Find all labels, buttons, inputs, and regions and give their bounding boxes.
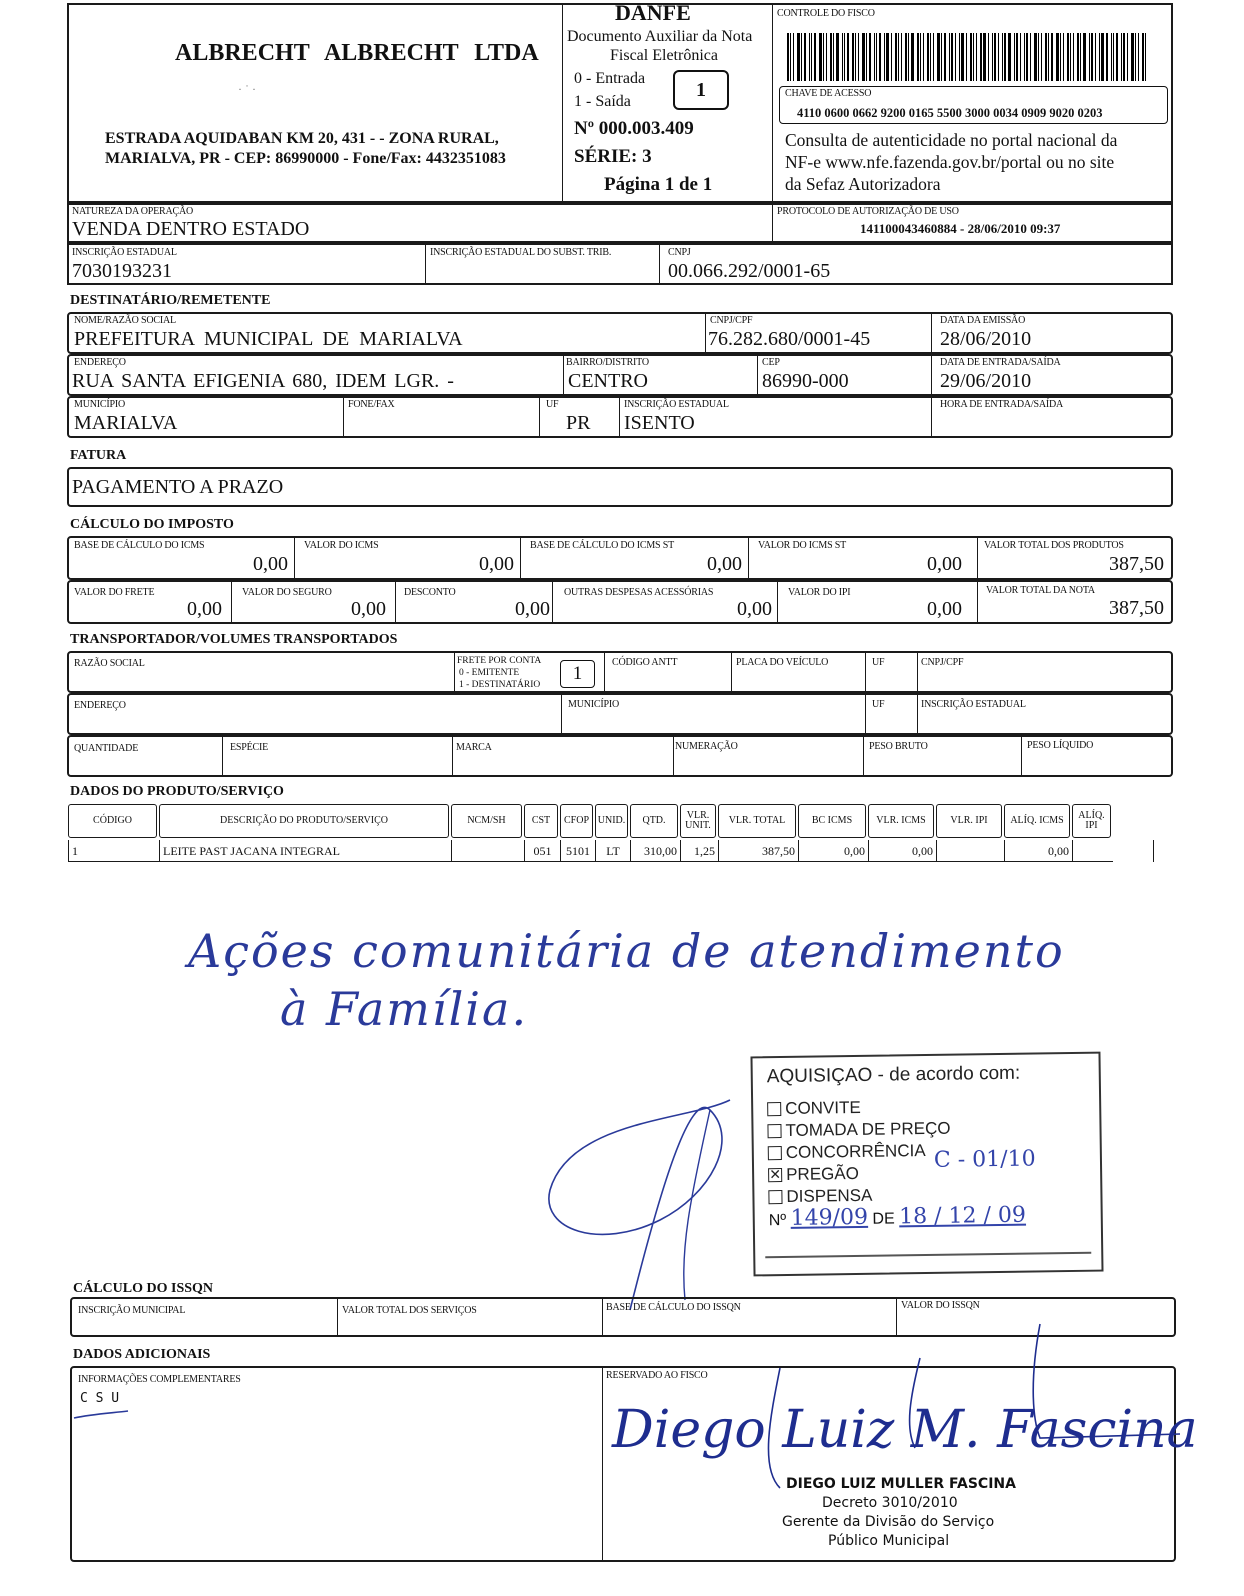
stamp-option-label: CONVITE	[785, 1097, 861, 1118]
stamp-option-label: TOMADA DE PREÇO	[785, 1118, 951, 1140]
product-cell	[68, 840, 159, 862]
product-cell-value: 0,00	[912, 844, 933, 858]
stamp-option	[768, 1162, 951, 1187]
seguro-label: VALOR DO SEGURO	[242, 587, 332, 598]
product-header-cell	[595, 804, 628, 838]
info-complementares-value: C S U	[80, 1391, 120, 1406]
transp-uf2-label: UF	[872, 699, 885, 710]
product-header-cell	[798, 804, 866, 838]
peso-liquido-label: PESO LÍQUIDO	[1027, 740, 1094, 751]
transportador-title: TRANSPORTADOR/VOLUMES TRANSPORTADOS	[70, 632, 398, 647]
checkbox-icon	[768, 1146, 782, 1160]
checkbox-icon	[768, 1190, 782, 1204]
product-cell-value: 051	[533, 844, 552, 858]
frete-opt-0: 0 - EMITENTE	[459, 668, 520, 678]
consulta-line-1: Consulta de autenticidade no portal nacional da	[785, 130, 1118, 150]
product-header-label: NCM/SH	[467, 815, 506, 826]
stamp-date-value: 18 / 12 / 09	[898, 1202, 1027, 1230]
stamp-option	[768, 1140, 951, 1165]
danfe-serie: SÉRIE: 3	[574, 146, 652, 167]
product-cell	[798, 840, 868, 862]
dest-uf-value: PR	[566, 412, 591, 434]
product-cell-value: 0,00	[1048, 844, 1069, 858]
product-cell	[595, 840, 630, 862]
dest-cep-value: 86990-000	[762, 370, 849, 392]
info-complementares-label: INFORMAÇÕES COMPLEMENTARES	[78, 1374, 241, 1385]
issqn-bc-label: BASE DE CÁLCULO DO ISSQN	[606, 1302, 741, 1313]
consulta-line-3: da Sefaz Autorizadora	[785, 174, 941, 194]
ipi-label: VALOR DO IPI	[788, 587, 851, 598]
dest-emissao-value: 28/06/2010	[940, 328, 1032, 350]
bc-icms-value: 0,00	[253, 553, 288, 575]
issqn-total-label: VALOR TOTAL DOS SERVIÇOS	[342, 1305, 477, 1316]
danfe-page: Página 1 de 1	[604, 174, 713, 195]
issqn-im-label: INSCRIÇÃO MUNICIPAL	[78, 1305, 186, 1316]
fatura-title: FATURA	[70, 448, 127, 463]
frete-label: VALOR DO FRETE	[74, 587, 155, 598]
product-cell-value: 387,50	[762, 844, 795, 858]
dest-cnpj-value: 76.282.680/0001-45	[708, 328, 871, 350]
marca-label: MARCA	[456, 742, 492, 753]
stamp-options	[767, 1096, 952, 1209]
protocolo-value: 141100043460884 - 28/06/2010 09:37	[860, 221, 1061, 236]
danfe-entrada: 0 - Entrada	[574, 70, 646, 87]
emitter-logo: · ˙ ·	[238, 82, 256, 96]
product-cell	[159, 840, 451, 862]
product-cell	[680, 840, 718, 862]
emitter-address-1: ESTRADA AQUIDABAN KM 20, 431 - - ZONA RURAL,	[105, 130, 499, 147]
peso-bruto-label: PESO BRUTO	[869, 741, 928, 752]
product-cell-value: 0,00	[844, 844, 865, 858]
danfe-type-box	[673, 70, 729, 110]
product-header-label: CST	[531, 815, 551, 826]
stamp-option	[767, 1096, 950, 1121]
transp-endereco-label: ENDEREÇO	[74, 700, 126, 711]
desconto-label: DESCONTO	[404, 587, 456, 598]
outras-despesas-label: OUTRAS DESPESAS ACESSÓRIAS	[564, 587, 714, 598]
cnpj-label: CNPJ	[668, 247, 691, 258]
stamp-option-label: PREGÃO	[785, 1163, 860, 1184]
natureza-value: VENDA DENTRO ESTADO	[72, 218, 310, 240]
outras-despesas-value: 0,00	[737, 598, 772, 620]
dest-hora-label: HORA DE ENTRADA/SAÍDA	[940, 399, 1064, 410]
frete-value: 0,00	[187, 598, 222, 620]
transp-municipio-label: MUNICÍPIO	[568, 699, 619, 710]
product-header-cell	[680, 804, 716, 838]
stamp-option-label: CONCORRÊNCIA	[785, 1141, 926, 1162]
protocolo-label: PROTOCOLO DE AUTORIZAÇÃO DE USO	[777, 206, 959, 217]
qtd-label: QUANTIDADE	[74, 743, 139, 754]
consulta-line-2: NF-e www.nfe.fazenda.gov.br/portal ou no site	[785, 152, 1115, 172]
frete-opt-1: 1 - DESTINATÁRIO	[459, 680, 541, 690]
danfe-type-value: 1	[696, 79, 706, 101]
product-header-label: CFOP	[563, 815, 589, 826]
signer-decree: Decreto 3010/2010	[822, 1495, 958, 1511]
product-header-label: QTD.	[642, 815, 666, 826]
product-header-cell	[936, 804, 1002, 838]
imposto-title: CÁLCULO DO IMPOSTO	[70, 517, 234, 532]
signer-role-1: Gerente da Divisão do Serviço	[782, 1514, 995, 1530]
product-cell-value: LT	[606, 844, 620, 858]
product-header-label: BC ICMS	[811, 815, 853, 826]
product-header-cell	[868, 804, 934, 838]
frete-value: 1	[572, 663, 583, 684]
product-header-label: VLR. IPI	[950, 815, 988, 826]
product-header-cell	[68, 804, 157, 838]
product-cell-value: LEITE PAST JACANA INTEGRAL	[163, 844, 341, 858]
chave-value: 4110 0600 0662 9200 0165 5500 3000 0034 0909 9020 0203	[797, 106, 1103, 120]
signer-name: DIEGO LUIZ MULLER FASCINA	[786, 1476, 1016, 1492]
dest-municipio-value: MARIALVA	[74, 412, 178, 434]
stamp-date-prefix: DE	[872, 1210, 895, 1228]
dest-endereco-label: ENDEREÇO	[74, 357, 126, 368]
product-header-cell	[560, 804, 593, 838]
danfe-subtitle-1: Documento Auxiliar da Nota	[567, 28, 753, 45]
product-header-label: VLR. ICMS	[876, 815, 926, 826]
product-header-cell	[524, 804, 558, 838]
product-header-cell	[451, 804, 522, 838]
product-cell	[524, 840, 560, 862]
product-header-label: CÓDIGO	[93, 815, 132, 826]
numeracao-label: NUMERAÇÃO	[675, 741, 738, 752]
natureza-label: NATUREZA DA OPERAÇÃO	[72, 206, 194, 217]
product-header-cell	[1072, 804, 1111, 838]
destinatario-title: DESTINATÁRIO/REMETENTE	[70, 293, 271, 308]
transp-razao-label: RAZÃO SOCIAL	[74, 658, 145, 669]
stamp-option-label: DISPENSA	[786, 1185, 873, 1206]
barcode	[787, 33, 1152, 81]
product-header-cell	[1004, 804, 1070, 838]
product-header-label: UNID.	[597, 815, 626, 826]
reservado-fisco-label: RESERVADO AO FISCO	[606, 1370, 708, 1381]
acquisition-stamp	[750, 1052, 1103, 1277]
issqn-title: CÁLCULO DO ISSQN	[73, 1281, 214, 1296]
stamp-bottom-rule	[765, 1252, 1091, 1259]
product-header-label: ALÍQ. ICMS	[1010, 815, 1064, 826]
chave-label: CHAVE DE ACESSO	[785, 88, 872, 99]
total-produtos-value: 387,50	[1109, 553, 1164, 575]
valor-icms-value: 0,00	[479, 553, 514, 575]
product-header-label: ALÍQ. IPI	[1078, 810, 1105, 831]
dest-entrada-value: 29/06/2010	[940, 370, 1032, 392]
signature-stroke	[740, 1318, 1180, 1498]
dest-ie-label: INSCRIÇÃO ESTADUAL	[624, 399, 729, 410]
bc-icms-label: BASE DE CÁLCULO DO ICMS	[74, 540, 205, 551]
issqn-valor-label: VALOR DO ISSQN	[901, 1300, 980, 1311]
product-table	[68, 804, 1175, 866]
danfe-number: Nº 000.003.409	[574, 118, 694, 139]
dest-bairro-label: BAIRRO/DISTRITO	[566, 357, 649, 368]
ie-box	[67, 243, 1173, 285]
product-cell-value: 5101	[566, 844, 590, 858]
product-cell	[630, 840, 680, 862]
total-produtos-label: VALOR TOTAL DOS PRODUTOS	[984, 540, 1124, 551]
product-header-label: VLR. UNIT.	[685, 810, 711, 831]
product-cell	[1004, 840, 1072, 862]
emitter-address-2: MARIALVA, PR - CEP: 86990000 - Fone/Fax: 4432351083	[105, 150, 506, 167]
desconto-value: 0,00	[515, 598, 550, 620]
transp-uf-label: UF	[872, 657, 885, 668]
handwritten-note-line-2: à Família.	[280, 982, 529, 1036]
product-cell-value: 310,00	[644, 844, 677, 858]
product-header-cell	[630, 804, 678, 838]
placa-label: PLACA DO VEÍCULO	[736, 657, 829, 668]
signer-role-2: Público Municipal	[828, 1533, 950, 1549]
stamp-handwritten-code: C - 01/10	[933, 1146, 1036, 1173]
antt-label: CÓDIGO ANTT	[612, 657, 678, 668]
stamp-number-prefix: Nº	[768, 1211, 787, 1230]
bc-icms-st-label: BASE DE CÁLCULO DO ICMS ST	[530, 540, 674, 551]
dest-uf-label: UF	[546, 399, 559, 410]
product-cell-value: 1	[72, 844, 78, 858]
ipi-value: 0,00	[927, 598, 962, 620]
handwritten-note-line-1: Ações comunitária de atendimento	[188, 924, 1065, 978]
adicionais-title: DADOS ADICIONAIS	[73, 1347, 211, 1362]
danfe-subtitle-2: Fiscal Eletrônica	[610, 47, 718, 64]
stamp-number-value: 149/09	[790, 1204, 869, 1231]
fatura-value: PAGAMENTO A PRAZO	[72, 476, 284, 498]
product-cell-value: 1,25	[694, 844, 715, 858]
product-cell	[1072, 840, 1113, 862]
dest-fone-label: FONE/FAX	[348, 399, 395, 410]
dest-bairro-value: CENTRO	[568, 370, 648, 392]
total-nota-value: 387,50	[1109, 597, 1164, 619]
dest-ie-value: ISENTO	[624, 412, 695, 434]
checkbox-icon	[767, 1102, 781, 1116]
checked-box-icon: ✕	[769, 1166, 782, 1183]
especie-label: ESPÉCIE	[230, 742, 269, 753]
total-nota-label: VALOR TOTAL DA NOTA	[986, 585, 1095, 596]
product-header-label: DESCRIÇÃO DO PRODUTO/SERVIÇO	[220, 815, 388, 826]
transp-ie-label: INSCRIÇÃO ESTADUAL	[921, 699, 1026, 710]
cnpj-value: 00.066.292/0001-65	[668, 260, 831, 282]
product-cell	[451, 840, 524, 862]
checkbox-icon	[767, 1124, 781, 1138]
ie-st-label: INSCRIÇÃO ESTADUAL DO SUBST. TRIB.	[430, 247, 612, 258]
product-header-cell	[159, 804, 449, 838]
frete-value-box	[560, 660, 595, 688]
dest-cnpj-label: CNPJ/CPF	[710, 315, 753, 326]
controle-fisco-label: CONTROLE DO FISCO	[777, 8, 875, 19]
dest-cep-label: CEP	[762, 357, 780, 368]
stamp-option	[767, 1118, 950, 1143]
dest-endereco-value: RUA SANTA EFIGENIA 680, IDEM LGR. -	[72, 370, 454, 392]
dest-entrada-label: DATA DE ENTRADA/SAÍDA	[940, 357, 1061, 368]
product-header-label: VLR. TOTAL	[728, 815, 786, 826]
dest-nome-value: PREFEITURA MUNICIPAL DE MARIALVA	[74, 328, 463, 350]
frete-por-conta-label: FRETE POR CONTA	[457, 656, 542, 666]
ie-value: 7030193231	[72, 260, 172, 282]
transp-cnpj-label: CNPJ/CPF	[921, 657, 964, 668]
seguro-value: 0,00	[351, 598, 386, 620]
dest-municipio-label: MUNICÍPIO	[74, 399, 125, 410]
icms-st-label: VALOR DO ICMS ST	[758, 540, 847, 551]
icms-st-value: 0,00	[927, 553, 962, 575]
product-header-cell	[718, 804, 796, 838]
dest-nome-label: NOME/RAZÃO SOCIAL	[74, 315, 176, 326]
valor-icms-label: VALOR DO ICMS	[304, 540, 379, 551]
produtos-title: DADOS DO PRODUTO/SERVIÇO	[70, 784, 284, 799]
danfe-title: DANFE	[615, 0, 691, 25]
product-cell	[936, 840, 1004, 862]
danfe-saida: 1 - Saída	[574, 93, 631, 110]
product-cell	[868, 840, 936, 862]
product-cell	[718, 840, 798, 862]
product-row-end	[1153, 840, 1154, 862]
signature: Diego Luiz M. Fascina	[612, 1400, 1198, 1460]
info-underline-stroke	[72, 1410, 132, 1420]
stamp-title: AQUISIÇAO - de acordo com:	[766, 1062, 1021, 1088]
bc-icms-st-value: 0,00	[707, 553, 742, 575]
dest-emissao-label: DATA DA EMISSÃO	[940, 315, 1026, 326]
emitter-name: ALBRECHT ALBRECHT LTDA	[175, 40, 539, 66]
ie-label: INSCRIÇÃO ESTADUAL	[72, 247, 177, 258]
stamp-number-row	[769, 1203, 1027, 1232]
product-cell	[560, 840, 595, 862]
